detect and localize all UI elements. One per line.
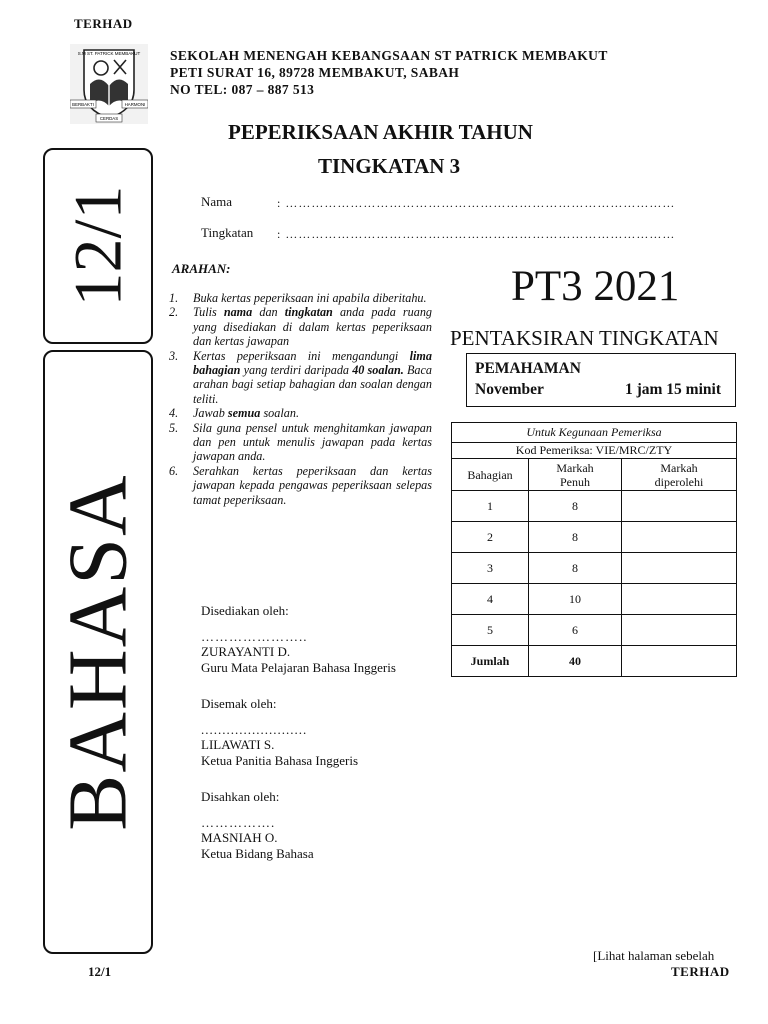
paper-code-box [43, 148, 153, 344]
classification-label-bottom: TERHAD [671, 964, 730, 979]
footer-paper-code: 12/1 [88, 964, 112, 979]
marks-cell[interactable] [622, 615, 737, 646]
crest-text-right: HARMONI [124, 102, 146, 107]
exam-title: PEPERIKSAAN AKHIR TAHUN [228, 120, 533, 144]
instruction-item: 1. Buka kertas peperiksaan ini apabila diberitahu. [169, 291, 427, 305]
signatory-name: LILAWATI S. [201, 737, 275, 752]
paper-code-vertical: 12/1 [59, 185, 136, 307]
school-crest-icon [70, 44, 148, 124]
exam-form: TINGKATAN 3 [318, 154, 461, 178]
instruction-item: 6. Serahkan kertas peperiksaan dan kertas jawapan kepada pengawas peperiksaan selepas tamat peperiksaan. [169, 463, 432, 507]
exam-info-box [466, 353, 736, 407]
signatory-name: ZURAYANTI D. [201, 644, 291, 659]
instructions-list [169, 291, 432, 507]
table-row: 5 6 [452, 615, 737, 646]
marks-cell[interactable] [622, 522, 737, 553]
marks-cell[interactable] [622, 491, 737, 522]
form-label: Tingkatan [201, 225, 254, 240]
name-label: Nama [201, 194, 233, 209]
instruction-item: 3. Kertas peperiksaan ini mengandungi lima bahagian yang terdiri daripada 40 soalan. Baca arahan bagi setiap bahagian dan soalan dengan teliti. [169, 348, 432, 406]
total-marks-cell[interactable] [622, 646, 737, 677]
signature-block-checked: Disemak oleh: ......................... LILAWATI S. Ketua Panitia Bahasa Inggeris [201, 696, 359, 768]
signature-block-approved: Disahkan oleh: ……………. MASNIAH O. Ketua Bidang Bahasa [201, 789, 314, 861]
crest-text-bottom: CERDAS [99, 116, 119, 121]
exam-month: November [475, 381, 544, 398]
signatory-name: MASNIAH O. [201, 830, 278, 845]
marks-cell[interactable] [622, 584, 737, 615]
classification-label-top: TERHAD [74, 16, 133, 31]
signatory-role: Ketua Bidang Bahasa [201, 845, 314, 861]
table-title: Untuk Kegunaan Pemeriksa [452, 423, 737, 443]
form-field[interactable]: : ……………………………………………………………………………… [277, 227, 676, 241]
signature-line: ………………….. [201, 628, 308, 644]
table-row: 2 8 [452, 522, 737, 553]
signatory-role: Ketua Panitia Bahasa Inggeris [201, 752, 359, 768]
col-header-diperolehi: Markah diperolehi [622, 459, 737, 491]
assessment-title: PENTAKSIRAN TINGKATAN [450, 326, 719, 350]
table-row: 1 8 [452, 491, 737, 522]
signatory-role: Guru Mata Pelajaran Bahasa Inggeris [201, 659, 396, 675]
marks-table [451, 422, 737, 677]
table-row: 4 10 [452, 584, 737, 615]
school-postbox: PETI SURAT 16, 89728 MEMBAKUT, SABAH [170, 65, 460, 80]
subject-box [43, 350, 153, 954]
pt3-year: PT3 2021 [511, 263, 680, 310]
signature-line: ......................... [201, 721, 308, 737]
exam-duration: 1 jam 15 minit [624, 381, 721, 398]
exam-subject: PEMAHAMAN [475, 360, 581, 377]
table-total-row: Jumlah 40 [452, 646, 737, 677]
subject-vertical: BAHASA [51, 473, 145, 831]
examiner-code: Kod Pemeriksa: VIE/MRC/ZTY [452, 443, 737, 459]
crest-text-left: BERBAKTI [72, 102, 94, 107]
name-field[interactable]: : ……………………………………………………………………………… [277, 196, 676, 210]
instruction-item: 4. Jawab semua soalan. [169, 406, 299, 421]
crest-text-top: S.M ST. PATRICK MEMBAKUT [77, 51, 141, 56]
col-header-bahagian: Bahagian [452, 459, 529, 491]
school-address [170, 47, 608, 98]
instruction-item: 2. Tulis nama dan tingkatan anda pada ruang yang disediakan di dalam kertas peperiksaan dan kertas jawapan [169, 305, 433, 349]
col-header-penuh: Markah Penuh [529, 459, 622, 491]
marks-cell[interactable] [622, 553, 737, 584]
instructions-heading: ARAHAN: [172, 261, 231, 276]
next-page-note: [Lihat halaman sebelah [593, 948, 715, 963]
instruction-item: 5. Sila guna pensel untuk menghitamkan jawapan dan pen untuk menulis jawapan pada kertas jawapan anda. [169, 420, 432, 464]
school-phone: NO TEL: 087 – 887 513 [170, 82, 315, 97]
signature-block-prepared: Disediakan oleh: ………………….. ZURAYANTI D. Guru Mata Pelajaran Bahasa Inggeris [201, 603, 396, 675]
table-row: 3 8 [452, 553, 737, 584]
school-name: SEKOLAH MENENGAH KEBANGSAAN ST PATRICK MEMBAKUT [170, 48, 608, 63]
signature-line: ……………. [201, 814, 276, 830]
